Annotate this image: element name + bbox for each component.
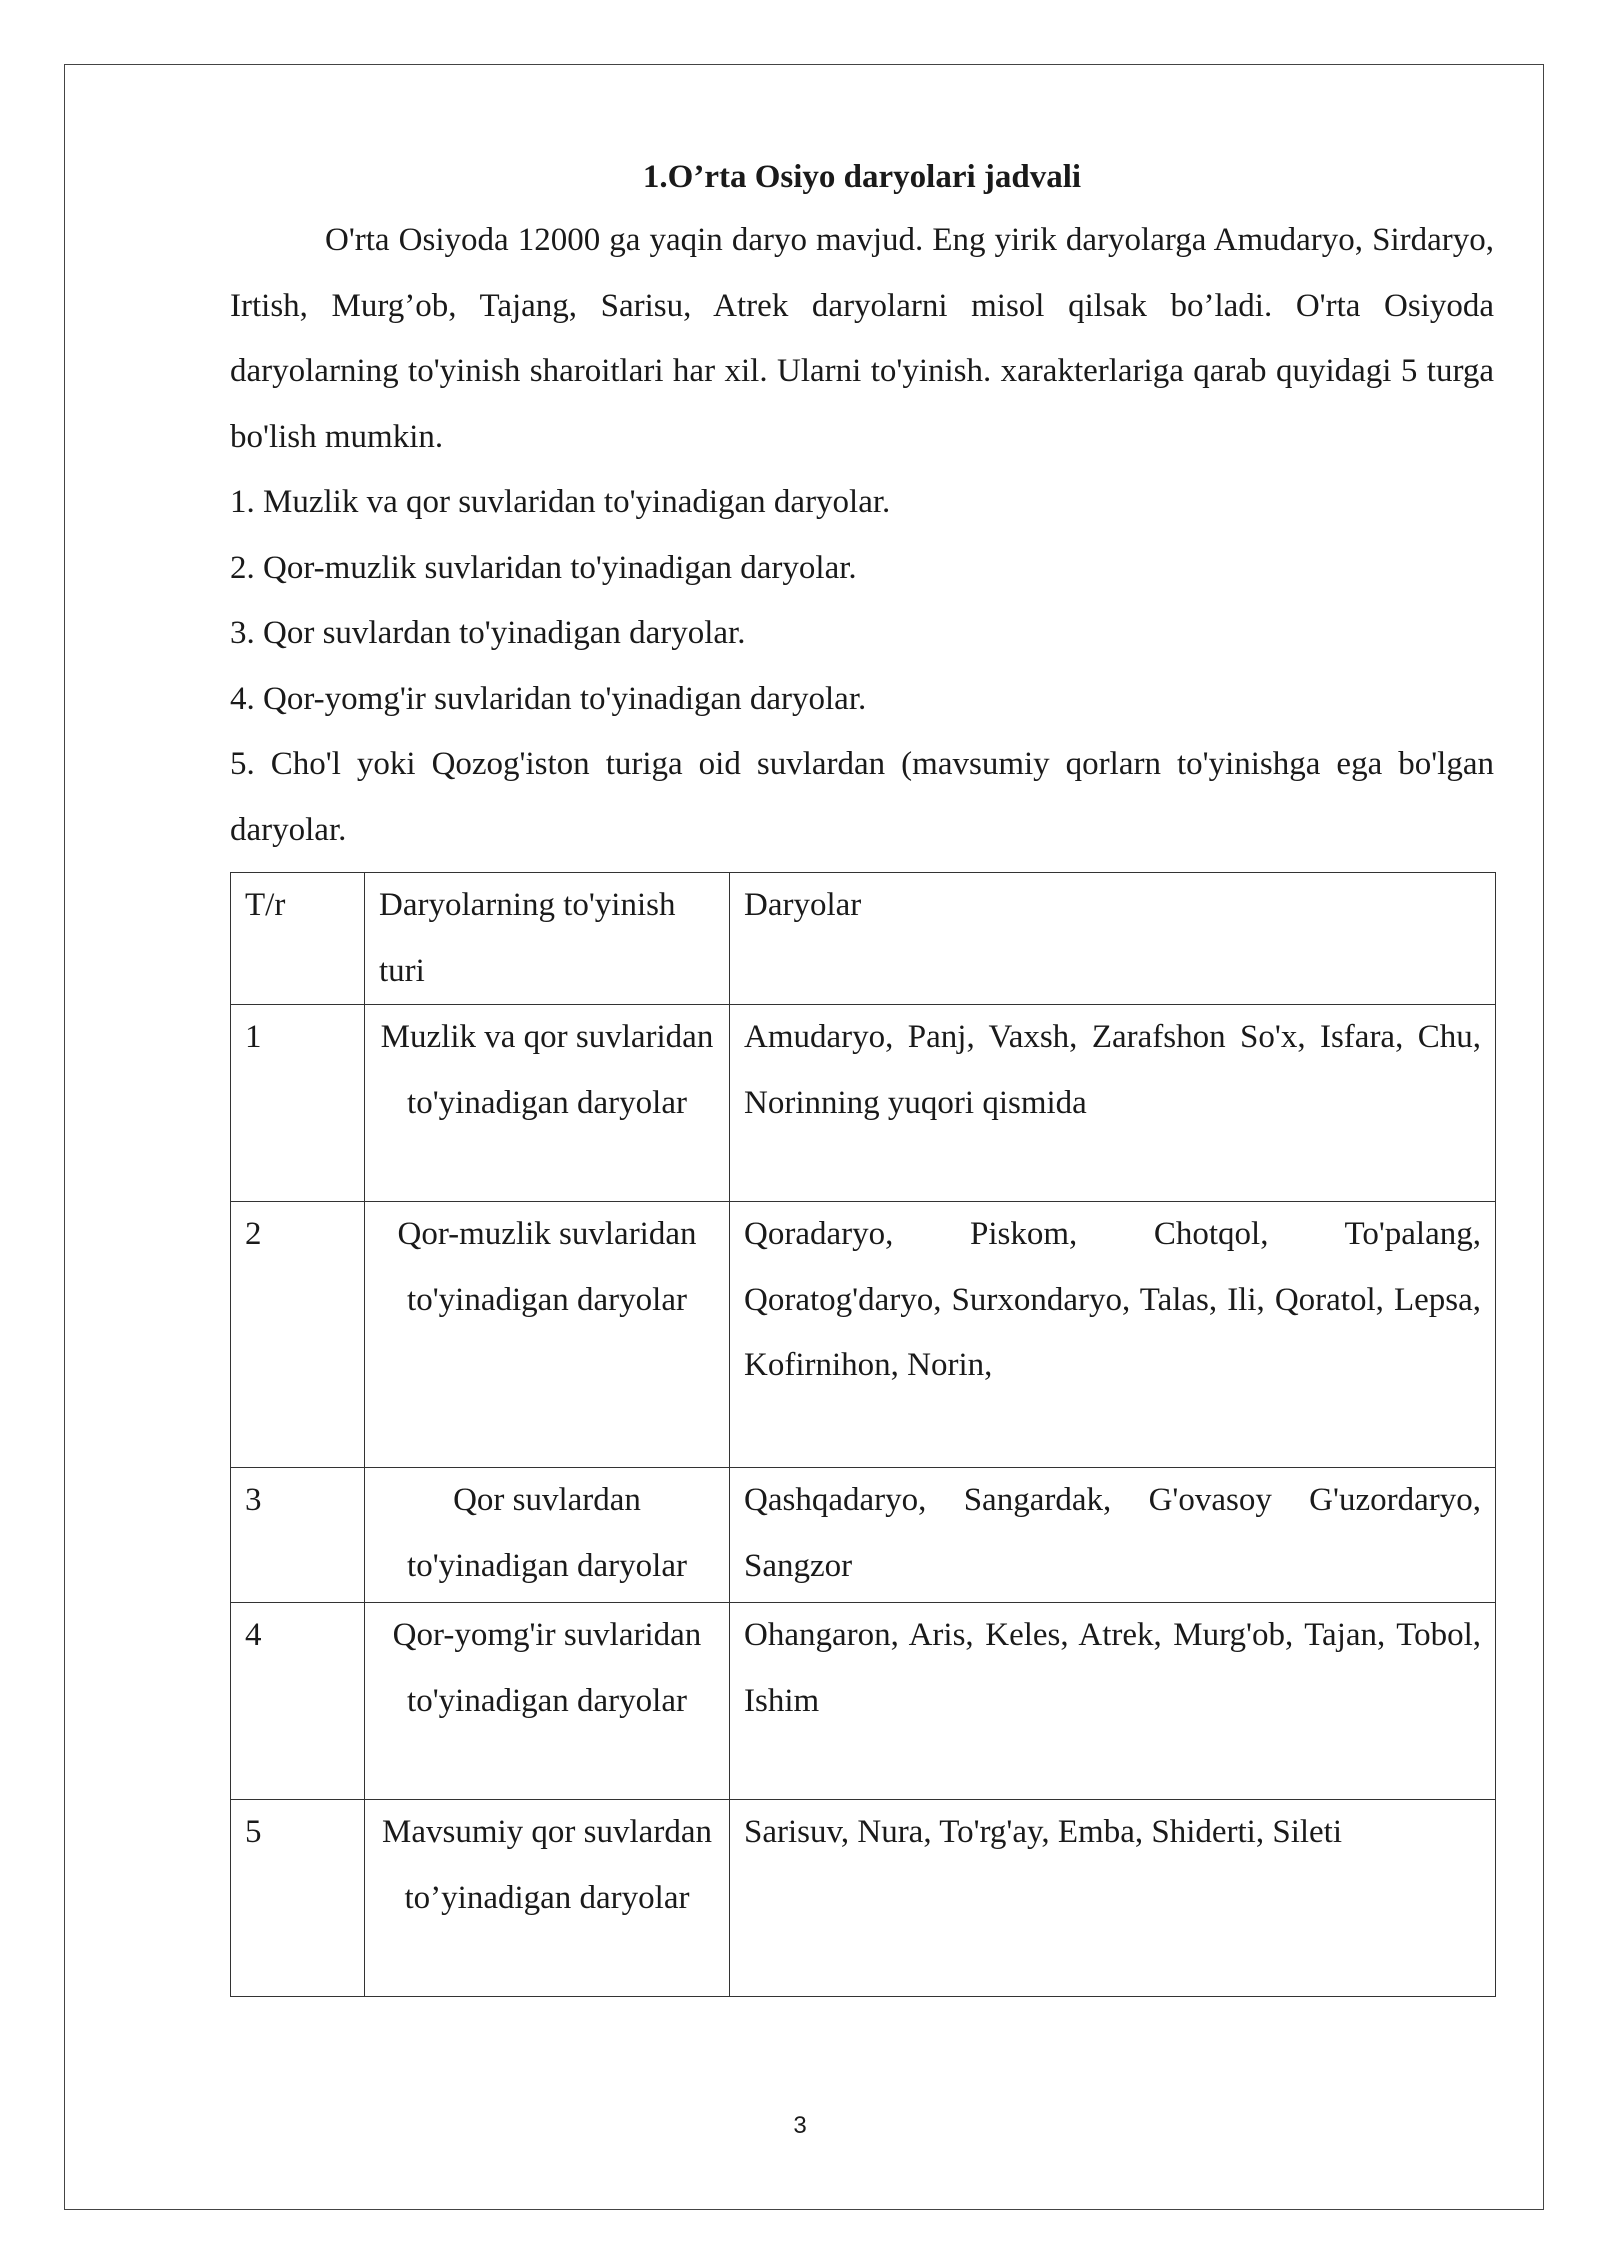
row-num: 1 [231,1005,365,1202]
row-num: 4 [231,1603,365,1800]
row-rivers: Ohangaron, Aris, Keles, Atrek, Murg'ob, Tajan, Tobol, Ishim [730,1603,1496,1800]
table-row [231,1005,1496,1202]
list-item-4: 4. Qor-yomg'ir suvlaridan to'yinadigan daryolar. [230,680,867,717]
list-item-3: 3. Qor suvlardan to'yinadigan daryolar. [230,615,746,651]
header-num: T/r [231,873,365,1005]
document-body [230,146,1494,863]
list-item-2: 2. Qor-muzlik suvlaridan to'yinadigan daryolar. [230,549,857,586]
row-num: 3 [231,1468,365,1603]
row-rivers: Sarisuv, Nura, To'rg'ay, Emba, Shiderti, Sileti [730,1800,1496,1997]
header-type: Daryolarning to'yinish turi [365,873,730,1005]
row-type: Qor-muzlik suvlaridan to'yinadigan daryolar [365,1202,730,1468]
row-num: 2 [231,1202,365,1468]
list-item-1: 1. Muzlik va qor suvlaridan to'yinadigan daryolar. [230,484,891,520]
row-rivers: Qashqadaryo, Sangardak, G'ovasoy G'uzordaryo, Sangzor [730,1468,1496,1603]
table-header-row [231,873,1496,1005]
list-item-5: 5. Cho'l yoki Qozog'iston turiga oid suvlardan (mavsumiy qorlarn to'yinishga ega bo'lgan daryolar. [230,746,1494,848]
row-type: Mavsumiy qor suvlardan to’yinadigan daryolar [365,1800,730,1997]
table-row [231,1202,1496,1468]
row-type: Qor-yomg'ir suvlaridan to'yinadigan daryolar [365,1603,730,1800]
table-row [231,1800,1496,1997]
row-type: Qor suvlardan to'yinadigan daryolar [365,1468,730,1603]
table-row [231,1468,1496,1603]
row-rivers: Amudaryo, Panj, Vaxsh, Zarafshon So'x, Isfara, Chu, Norinning yuqori qismida [730,1005,1496,1202]
table-row [231,1603,1496,1800]
page-number: 3 [793,2112,807,2139]
intro-paragraph: O'rta Osiyoda 12000 ga yaqin daryo mavjud. Eng yirik daryolarga Amudaryo, Sirdaryo, Irtish, Murg’ob, Tajang, Sarisu, Atrek daryolarni misol qilsak bo’ladi. O'rta Osiyoda daryolarning to'yinish sharoitlari har xil. Ularni to'yinish. xarakterlariga qarab quyidagi 5 turga bo'lish mumkin. [230,222,1494,455]
row-rivers: Qoradaryo, Piskom, Chotqol, To'palang, Qoratog'daryo, Surxondaryo, Talas, Ili, Qoratol, Lepsa, Kofirnihon, Norin, [730,1202,1496,1468]
document-title: 1.O’rta Osiyo daryolari jadvali [642,159,1082,195]
row-num: 5 [231,1800,365,1997]
rivers-table [230,872,1496,1997]
header-rivers: Daryolar [730,873,1496,1005]
row-type: Muzlik va qor suvlaridan to'yinadigan daryolar [365,1005,730,1202]
